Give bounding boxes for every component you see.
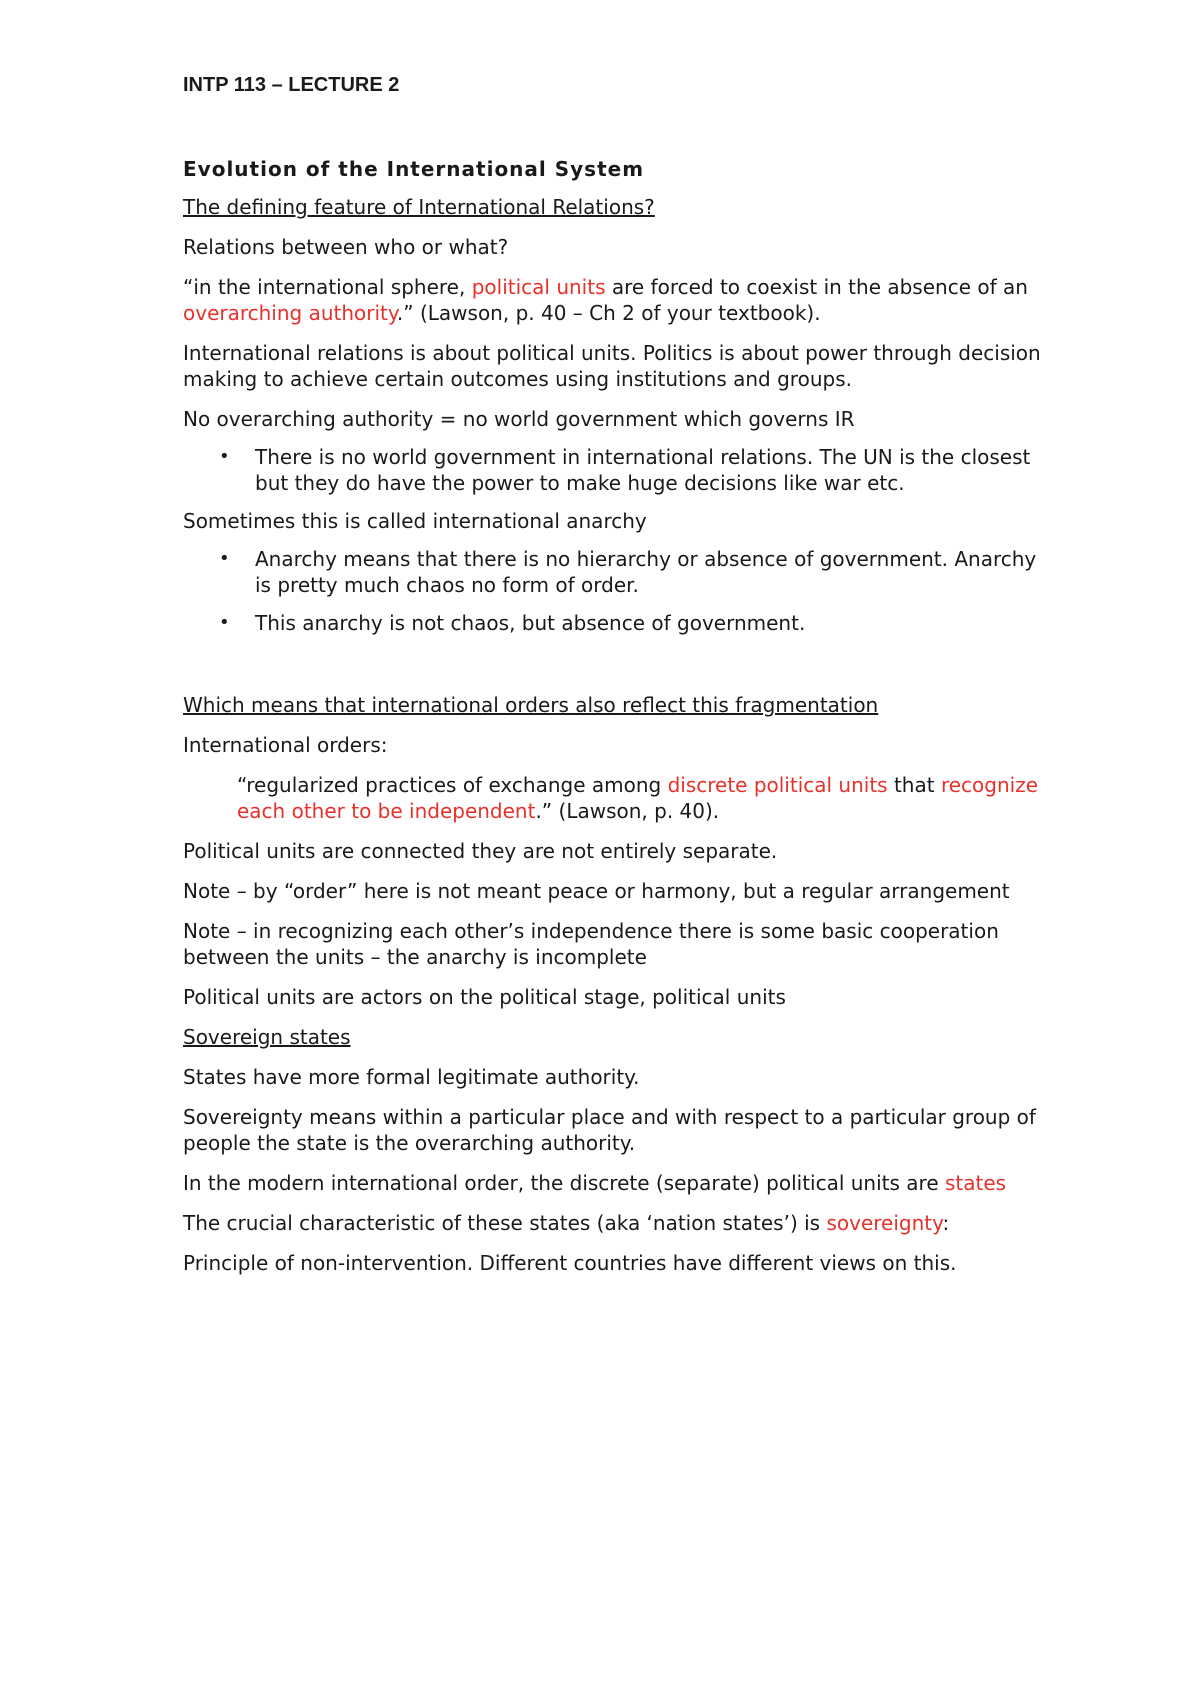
list-item-text: There is no world government in international relations. The UN is the closest but they do have the power to make huge decisions like war etc.: [255, 445, 1031, 495]
paragraph-political-units: International relations is about political units. Politics is about power through decision making to achieve certain outcomes using institutions and groups.: [183, 341, 1041, 391]
paragraph-actors: Political units are actors on the political stage, political units: [183, 985, 786, 1009]
bullet-list-anarchy: [183, 546, 1043, 636]
paragraph-no-authority: No overarching authority = no world government which governs IR: [183, 407, 855, 431]
highlight-states: states: [944, 1171, 1007, 1195]
quote-text: .” (Lawson, p. 40).: [535, 799, 720, 823]
paragraph-modern-order: [183, 1170, 1043, 1196]
paragraph-non-intervention: Principle of non-intervention. Different countries have different views on this.: [183, 1251, 957, 1275]
list-item-text: Anarchy means that there is no hierarchy or absence of government. Anarchy is pretty much chaos no form of order.: [255, 547, 1037, 597]
paragraph-anarchy: Sometimes this is called international anarchy: [183, 509, 647, 533]
bullet-icon: •: [219, 446, 230, 467]
spacer: [183, 648, 1043, 692]
quote-text: that: [887, 773, 941, 797]
question-paragraph: Relations between who or what?: [183, 235, 509, 259]
highlight-political-units: political units: [471, 275, 606, 299]
paragraph-note-order: Note – by “order” here is not meant peace or harmony, but a regular arrangement: [183, 879, 1010, 903]
quote-text: .” (Lawson, p. 40 – Ch 2 of your textbook).: [396, 301, 821, 325]
paragraph-text: :: [942, 1211, 950, 1235]
paragraph-formal-authority: States have more formal legitimate authority.: [183, 1065, 640, 1089]
document-header: INTP 113 – LECTURE 2: [183, 74, 400, 96]
quote-text: “regularized practices of exchange among: [237, 773, 668, 797]
quote-text: “in the international sphere,: [183, 275, 472, 299]
list-item: [183, 610, 1043, 636]
highlight-discrete-political-units: discrete political units: [667, 773, 888, 797]
paragraph-sovereignty-meaning: Sovereignty means within a particular place and with respect to a particular group of people the state is the overarching authority.: [183, 1105, 1036, 1155]
highlight-overarching-authority: overarching authority: [183, 301, 397, 325]
highlight-recognize-independent: recognize each other to be independent: [237, 773, 1039, 823]
list-item: [183, 546, 1043, 598]
label-international-orders: International orders:: [183, 733, 388, 757]
quote-text: are forced to coexist in the absence of an: [605, 275, 1028, 299]
paragraph-text: In the modern international order, the discrete (separate) political units are: [183, 1171, 945, 1195]
paragraph-note-cooperation: Note – in recognizing each other’s independence there is some basic cooperation between the units – the anarchy is incomplete: [183, 919, 999, 969]
highlight-sovereignty: sovereignty: [826, 1211, 943, 1235]
section-heading-international-orders: Which means that international orders also reflect this fragmentation: [183, 693, 879, 717]
section-heading-sovereign-states: Sovereign states: [183, 1025, 351, 1049]
lawson-quote-paragraph: [183, 274, 1043, 326]
paragraph-text: The crucial characteristic of these states (aka ‘nation states’) is: [183, 1211, 827, 1235]
paragraph-crucial-characteristic: [183, 1210, 1043, 1236]
paragraph-connected: Political units are connected they are not entirely separate.: [183, 839, 778, 863]
list-item-text: This anarchy is not chaos, but absence of government.: [255, 611, 806, 635]
bullet-icon: •: [219, 548, 230, 569]
section-heading-defining-feature: The defining feature of International Relations?: [183, 195, 655, 219]
orders-quote-paragraph: [183, 772, 1043, 824]
bullet-list-world-government: [183, 444, 1043, 496]
bullet-icon: •: [219, 612, 230, 633]
list-item: [183, 444, 1043, 496]
document-title: Evolution of the International System: [183, 157, 645, 181]
document-body: [183, 72, 1043, 1290]
